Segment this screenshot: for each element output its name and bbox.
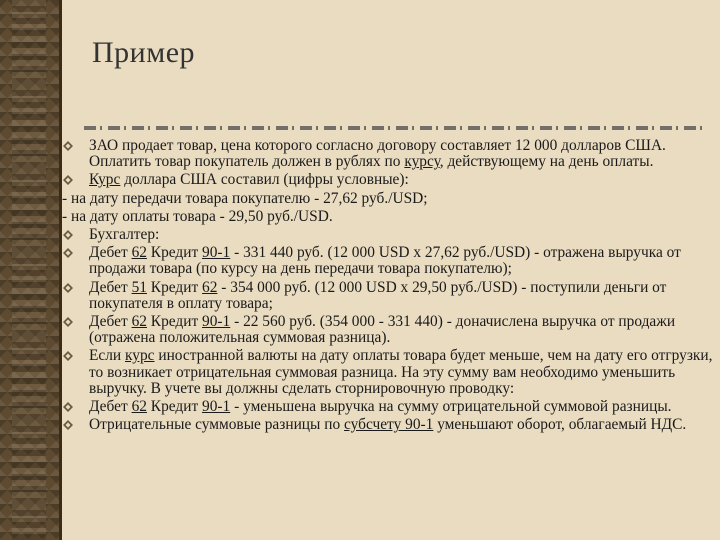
bullet-item <box>62 245 714 277</box>
item-text: уменьшают оборот, облагаемый НДС. <box>433 416 687 434</box>
item-text: Бухгалтер: <box>89 226 160 244</box>
item-text: Кредит <box>146 278 203 296</box>
ornament-bullet-icon <box>62 229 74 241</box>
item-text: Дебет <box>89 278 132 296</box>
item-text: Кредит <box>146 398 203 416</box>
item-text: Кредит <box>146 313 203 331</box>
item-text: Отрицательные суммовые разницы по <box>89 416 345 434</box>
item-text: доллара США составил (цифры условные): <box>120 171 409 189</box>
item-text: - 354 000 руб. (12 000 USD x 29,50 руб./USD) - поступили деньги от покупателя в оплату товара; <box>89 278 667 312</box>
bullet-item <box>62 227 714 243</box>
item-text: ЗАО продает товар, цена которого согласно договору составляет 12 000 долларов США. Оплатить товар покупатель должен в рублях по <box>89 137 666 171</box>
ornament-bullet-icon <box>62 174 74 186</box>
hyperlink-text[interactable]: 62 <box>131 244 147 262</box>
bullet-item <box>62 138 714 170</box>
ornament-bullet-icon <box>62 350 74 362</box>
hyperlink-text[interactable]: 90-1 <box>202 313 231 331</box>
bullet-item <box>62 417 714 433</box>
item-text: - уменьшена выручка на сумму отрицательной суммовой разницы. <box>230 398 672 416</box>
text-line <box>62 209 714 225</box>
ornament-bullet-icon <box>62 140 74 152</box>
ornament-bullet-icon <box>62 316 74 328</box>
ornament-bullet-icon <box>62 419 74 431</box>
item-text: - на дату оплаты товара - 29,50 руб./USD. <box>62 207 333 225</box>
item-text: Дебет <box>89 244 132 262</box>
hyperlink-text[interactable]: 51 <box>131 278 147 296</box>
decorative-strip <box>0 0 62 540</box>
slide-title: Пример <box>92 36 196 69</box>
bullet-item <box>62 348 714 397</box>
item-text: - 22 560 руб. (354 000 - 331 440) - доначислена выручка от продажи (отражена положительная суммовая разница). <box>89 313 676 347</box>
bullet-item <box>62 399 714 415</box>
ornament-bullet-icon <box>62 247 74 259</box>
bullet-item <box>62 280 714 312</box>
divider-rule <box>84 126 702 130</box>
hyperlink-text[interactable]: 62 <box>131 313 147 331</box>
ornament-bullet-icon <box>62 401 74 413</box>
text-line <box>62 191 714 207</box>
ornament-bullet-icon <box>62 282 74 294</box>
item-text: Если <box>89 347 125 365</box>
hyperlink-text[interactable]: 62 <box>131 398 147 416</box>
hyperlink-text[interactable]: курс <box>125 347 155 365</box>
hyperlink-text[interactable]: субсчету 90-1 <box>344 416 434 434</box>
hyperlink-text[interactable]: 90-1 <box>202 244 231 262</box>
bullet-item <box>62 314 714 346</box>
item-text: , действующему на день оплаты. <box>439 153 654 171</box>
bullet-item <box>62 172 714 188</box>
item-text: - на дату передачи товара покупателю - 27,62 руб./USD; <box>62 189 428 207</box>
hyperlink-text[interactable]: курсу <box>404 153 440 171</box>
item-text: - 331 440 руб. (12 000 USD x 27,62 руб./USD) - отражена выручка от продажи товара (по курсу на день передачи товара покупателю); <box>89 244 681 278</box>
item-text: Дебет <box>89 313 132 331</box>
hyperlink-text[interactable]: 90-1 <box>202 398 231 416</box>
item-text: Кредит <box>146 244 203 262</box>
slide-content <box>62 136 714 433</box>
hyperlink-text[interactable]: 62 <box>202 278 218 296</box>
hyperlink-text[interactable]: Курс <box>89 171 121 189</box>
item-text: иностранной валюты на дату оплаты товара будет меньше, чем на дату его отгрузки, то возникает отрицательная суммовая разница. На эту сумму вам необходимо уменьшить выручку. В учете вы должны сделать сторнировочную проводку: <box>89 347 713 397</box>
item-text: Дебет <box>89 398 132 416</box>
